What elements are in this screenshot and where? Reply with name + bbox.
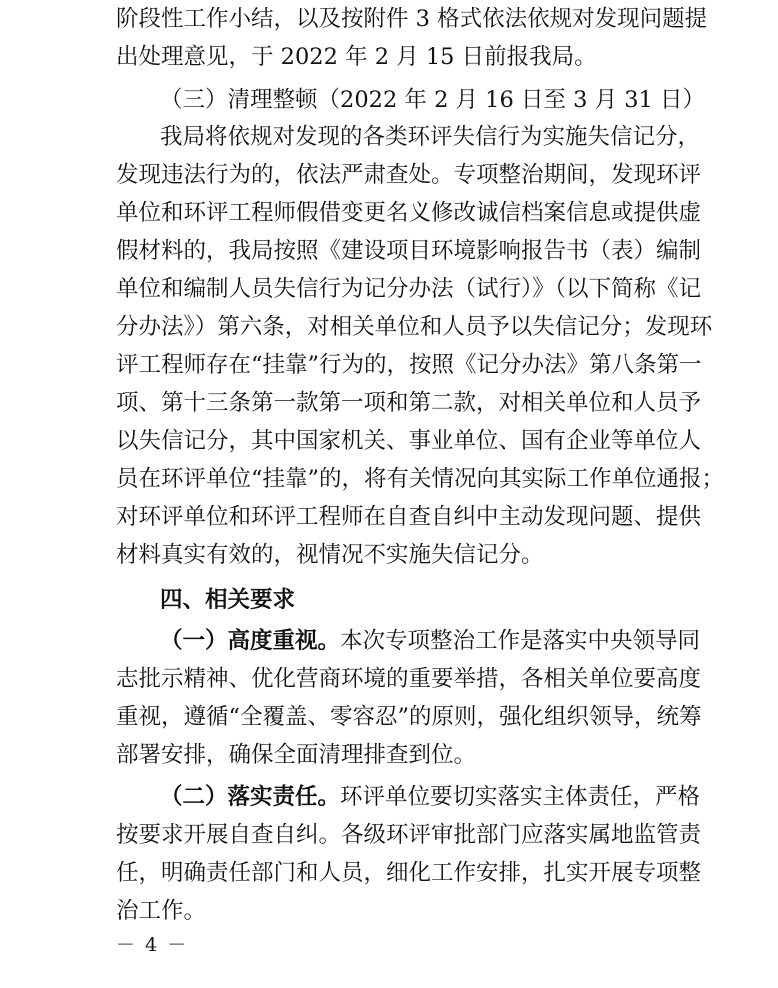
body-line: 项、第十三条第一款第一项和第二款，对相关单位和人员予 [116,390,702,416]
section-heading-3: （三）清理整顿（2022 年 2 月 16 日至 3 月 31 日） [160,87,706,113]
body-line: 任，明确责任部门和人员，细化工作安排，扎实开展专项整 [116,860,702,886]
paragraph-line [160,628,701,654]
body-line: 出处理意见，于 2022 年 2 月 15 日前报我局。 [116,44,597,70]
body-line: 对环评单位和环评工程师在自查自纠中主动发现问题、提供 [116,504,702,530]
body-line: 评工程师存在“挂靠”行为的，按照《记分办法》第八条第一 [116,352,702,378]
page-number: － 4 － [116,934,189,956]
subheading-2: （二）落实责任。 [160,784,341,810]
body-line: 分办法》）第六条，对相关单位和人员予以失信记分；发现环 [116,314,713,340]
body-line: 员在环评单位“挂靠”的，将有关情况向其实际工作单位通报； [116,466,725,492]
body-line: 按要求开展自查自纠。各级环评审批部门应落实属地监管责 [116,822,702,848]
body-line: 阶段性工作小结，以及按附件 3 格式依法依规对发现问题提 [116,6,708,32]
body-text: 环评单位要切实落实主体责任，严格 [340,784,701,810]
body-line: 重视，遵循“全覆盖、零容忍”的原则，强化组织领导，统筹 [116,704,702,730]
body-line: 部署安排，确保全面清理排查到位。 [116,742,477,768]
body-line: 以失信记分，其中国家机关、事业单位、国有企业等单位人 [116,428,702,454]
body-line: 假材料的，我局按照《建设项目环境影响报告书（表）编制 [116,238,702,264]
body-line: 发现违法行为的，依法严肃查处。专项整治期间，发现环评 [116,162,702,188]
body-text: 本次专项整治工作是落实中央领导同 [340,628,701,654]
subheading-1: （一）高度重视。 [160,628,341,654]
body-line: 单位和编制人员失信行为记分办法（试行）》（以下简称《记 [116,276,702,302]
body-line: 材料真实有效的，视情况不实施失信记分。 [116,542,544,568]
section-heading-4: 四、相关要求 [160,587,296,613]
paragraph-line [160,784,701,810]
body-line: 志批示精神、优化营商环境的重要举措，各相关单位要高度 [116,666,702,692]
body-line: 我局将依规对发现的各类环评失信行为实施失信记分， [160,124,701,150]
body-line: 单位和环评工程师假借变更名义修改诚信档案信息或提供虚 [116,200,702,226]
body-line: 治工作。 [116,898,207,924]
